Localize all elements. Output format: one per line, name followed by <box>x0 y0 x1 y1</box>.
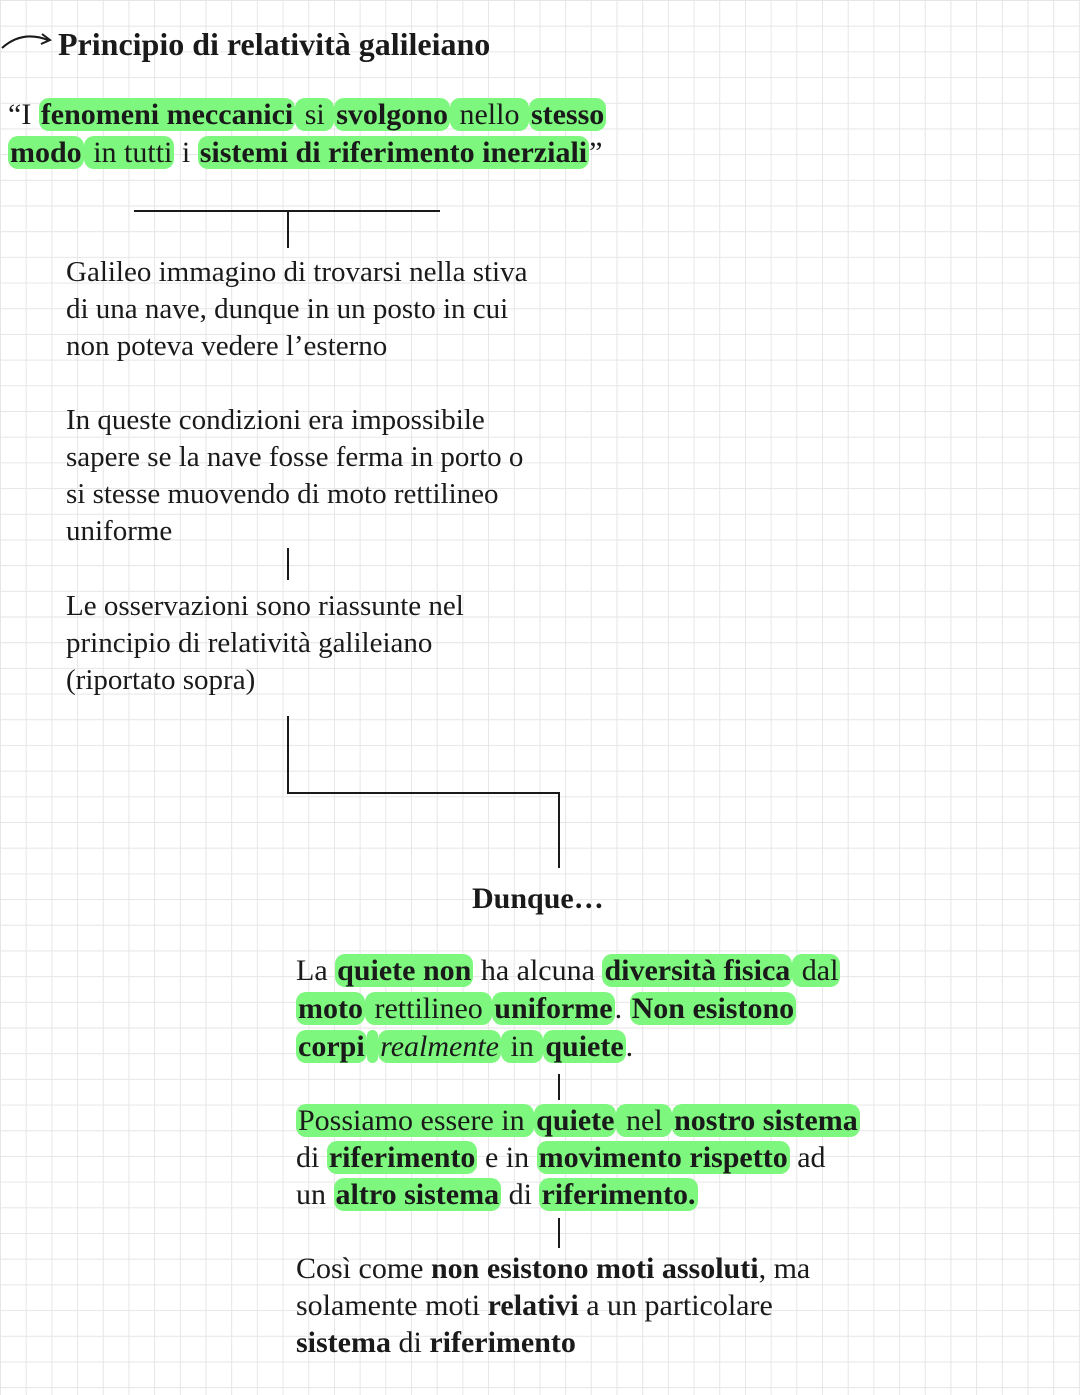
text: solamente moti <box>296 1289 488 1322</box>
text-line: Le osservazioni sono riassunte nel <box>66 590 464 622</box>
text: , ma <box>758 1252 811 1285</box>
connector-line <box>558 1218 560 1248</box>
text: di <box>296 1141 327 1174</box>
text: Così come <box>296 1252 431 1285</box>
connector-line <box>287 792 560 794</box>
conclusion-rest <box>296 952 916 1066</box>
principle-text: ” <box>589 136 603 169</box>
connector-line <box>287 716 289 794</box>
highlight: realmente <box>380 1030 499 1063</box>
text: ha alcuna <box>473 954 603 987</box>
page-title: Principio di relatività galileiano <box>58 26 491 62</box>
text-line: sapere se la nave fosse ferma in porto o <box>66 441 524 473</box>
paragraph-ship <box>66 254 527 365</box>
bold-text: relativi <box>487 1289 579 1322</box>
highlight: dal <box>794 954 839 987</box>
text-line: uniforme <box>66 515 173 547</box>
highlight: corpi <box>298 1030 365 1063</box>
connector-line <box>558 1074 560 1100</box>
principle-text: i <box>174 136 198 169</box>
text: di <box>501 1178 540 1211</box>
highlight: si <box>297 98 333 131</box>
paragraph-conditions <box>66 402 523 550</box>
highlight: in <box>503 1030 542 1063</box>
highlight: nello <box>451 98 527 131</box>
highlight: rettilineo <box>366 992 491 1025</box>
highlight: quiete non <box>337 954 472 987</box>
conclusion-relative <box>296 1102 916 1213</box>
text-line: In queste condizioni era impossibile <box>66 404 485 436</box>
highlight: movimento rispetto <box>538 1141 788 1174</box>
text-line: principio di relatività galileiano <box>66 627 433 659</box>
curved-arrow-icon <box>0 28 60 52</box>
text-line: si stesse muovendo di moto rettilineo <box>66 478 499 510</box>
highlight: riferimento <box>328 1141 476 1174</box>
highlight <box>367 1030 379 1063</box>
text: ad <box>789 1141 826 1174</box>
text-line: (riportato sopra) <box>66 664 256 696</box>
highlight: diversità fisica <box>604 954 791 987</box>
highlight: modo <box>10 136 82 169</box>
highlight: quiete <box>545 1030 624 1063</box>
text: e in <box>477 1141 537 1174</box>
highlight: quiete <box>536 1104 615 1137</box>
highlight: stesso <box>530 98 605 131</box>
bold-text: non esistono moti assoluti <box>431 1252 759 1285</box>
text: a un particolare <box>578 1289 773 1322</box>
text: . <box>625 1030 634 1063</box>
highlight: in tutti <box>85 136 173 169</box>
highlight: nostro sistema <box>674 1104 858 1137</box>
highlight: riferimento. <box>541 1178 696 1211</box>
bold-text: sistema <box>296 1326 391 1359</box>
dunque-heading: Dunque… <box>472 882 604 915</box>
conclusion-absolute <box>296 1250 916 1361</box>
text-line: non poteva vedere l’esterno <box>66 330 388 362</box>
highlight: uniforme <box>494 992 613 1025</box>
bold-text: riferimento <box>429 1326 576 1359</box>
highlight: nel <box>618 1104 671 1137</box>
highlight: fenomeni meccanici <box>40 98 294 131</box>
highlight: Possiamo essere in <box>298 1104 533 1137</box>
connector-line <box>287 548 289 580</box>
text-line: di una nave, dunque in un posto in cui <box>66 293 509 325</box>
text: La <box>296 954 336 987</box>
text: . <box>614 992 630 1025</box>
highlight: moto <box>298 992 363 1025</box>
text: di <box>390 1326 430 1359</box>
connector-line <box>558 792 560 868</box>
text-line: Galileo immagino di trovarsi nella stiva <box>66 256 528 288</box>
principle-quote <box>8 96 688 172</box>
paragraph-observations <box>66 588 464 699</box>
principle-text: “I <box>8 98 39 131</box>
highlight: altro sistema <box>335 1178 500 1211</box>
highlight: Non esistono <box>631 992 795 1025</box>
highlight: sistemi di riferimento inerziali <box>199 136 588 169</box>
connector-line <box>287 210 289 248</box>
highlight: svolgono <box>336 98 448 131</box>
text: un <box>296 1178 334 1211</box>
